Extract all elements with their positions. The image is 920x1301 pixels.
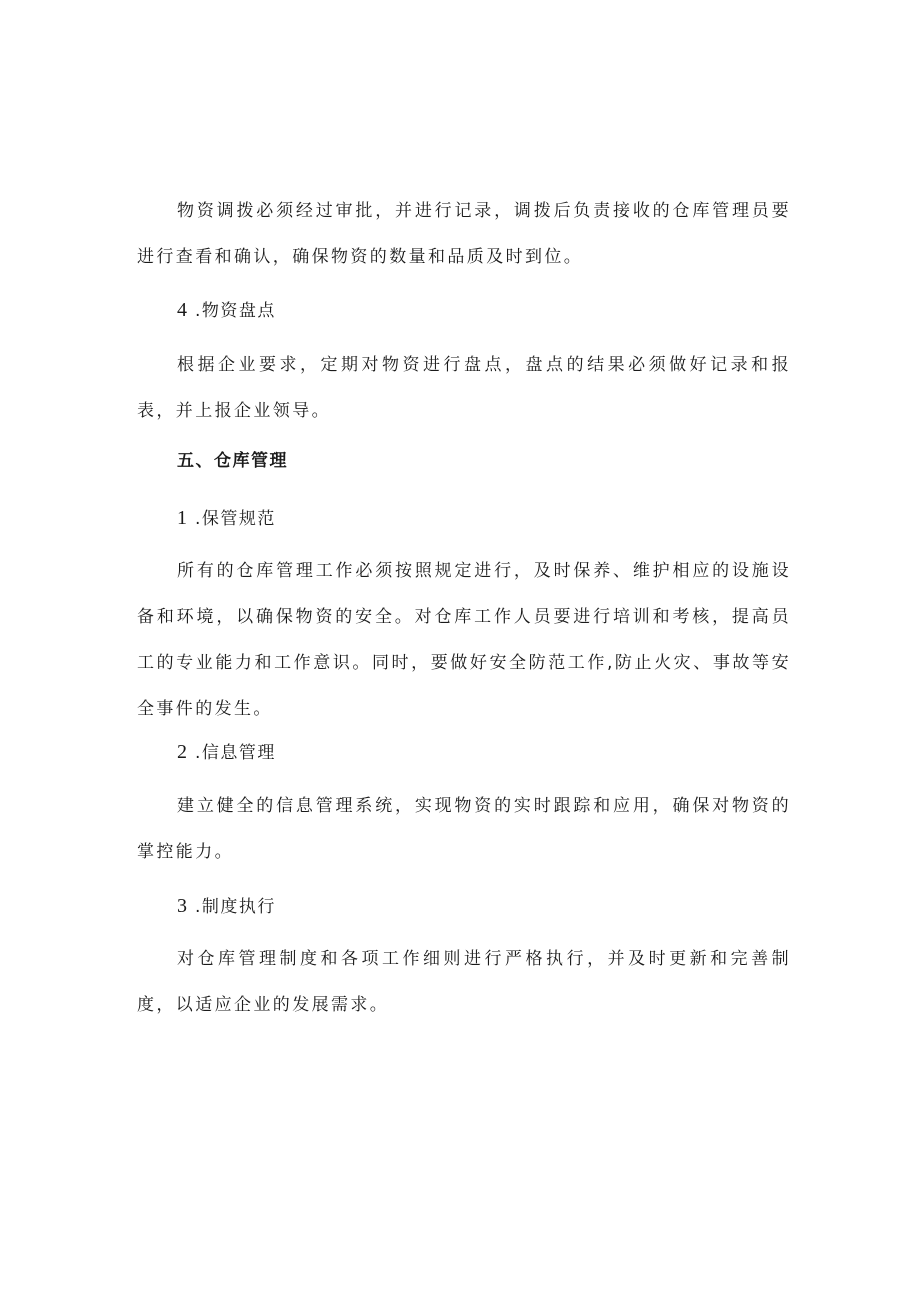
paragraph-storage-standards: 所有的仓库管理工作必须按照规定进行，及时保养、维护相应的设施设备和环境，以确保物资的安全。对仓库工作人员要进行培训和考核，提高员工的专业能力和工作意识。同时，要做好安全防范工作,防止火灾、事故等安全事件的发生。 [137, 561, 791, 719]
subheading-number: 4 [177, 299, 187, 321]
subheading-number: 1 [177, 507, 187, 529]
subheading-text: .信息管理 [195, 743, 276, 763]
subheading-storage-standards [177, 495, 276, 542]
subheading-number: 3 [177, 895, 187, 917]
subheading-text: .物资盘点 [195, 301, 276, 321]
subheading-policy-execution [177, 883, 276, 930]
subheading-text: .保管规范 [195, 509, 276, 529]
subheading-text: .制度执行 [195, 897, 276, 917]
subheading-inventory-check [177, 287, 276, 334]
paragraph-material-transfer: 物资调拨必须经过审批，并进行记录，调拨后负责接收的仓库管理员要进行查看和确认，确保物资的数量和品质及时到位。 [137, 201, 791, 267]
subheading-information-management [177, 729, 276, 776]
paragraph-information-management: 建立健全的信息管理系统，实现物资的实时跟踪和应用，确保对物资的掌控能力。 [137, 796, 791, 862]
paragraph-inventory-check: 根据企业要求，定期对物资进行盘点，盘点的结果必须做好记录和报表，并上报企业领导。 [137, 355, 791, 421]
section-title-warehouse-management: 五、仓库管理 [177, 451, 288, 471]
paragraph-policy-execution: 对仓库管理制度和各项工作细则进行严格执行，并及时更新和完善制度，以适应企业的发展需求。 [137, 949, 791, 1015]
subheading-number: 2 [177, 741, 187, 763]
